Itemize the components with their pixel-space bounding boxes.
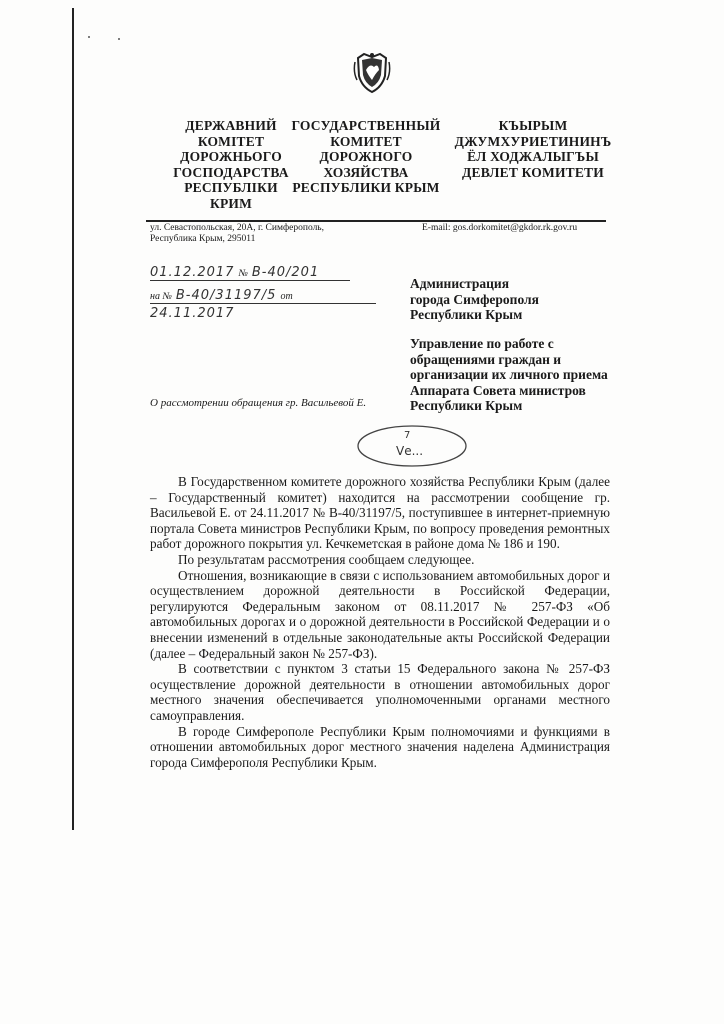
reference-underline [150, 303, 376, 304]
incoming-date-label: от [280, 291, 293, 302]
recipient-line: обращениями граждан и [410, 351, 562, 367]
letter-body [150, 474, 610, 770]
header-line: ДОРОЖНОГО [319, 149, 413, 164]
outgoing-date: 01.12.2017 [150, 265, 235, 280]
header-line: ДЕРЖАВНИЙ [185, 118, 277, 133]
header-russian [290, 118, 442, 196]
header-line: ДЖУМХУРИЕТИНИНЪ [454, 133, 612, 149]
recipient-line: Аппарата Совета министров [410, 382, 586, 398]
header-line: ХОЗЯЙСТВА [323, 164, 409, 180]
scan-speck [88, 36, 90, 38]
header-line: КОМИТЕТ [330, 133, 402, 149]
outgoing-number: В-40/201 [251, 265, 320, 280]
stamp-mark: 7 [404, 430, 411, 441]
reference-underline [150, 280, 350, 281]
header-line: ДЕВЛЕТ КОМИТЕТИ [462, 164, 604, 180]
recipient-line: организации их личного приема [410, 367, 608, 382]
body-paragraph: В соответствии с пунктом 3 статьи 15 Федерального закона № 257-ФЗ осуществление дорожной деятельности в отношении автомобильных дорог местного значения обеспечивается уполномоченными органами местного самоуправления. [150, 661, 610, 723]
number-label: № [238, 268, 248, 279]
recipient-line: города Симферополя [410, 291, 539, 307]
header-line: ДОРОЖНЬОГО [180, 149, 282, 164]
address-line: ул. Севастопольская, 20А, г. Симферополь, [150, 223, 325, 233]
header-line: КЪЫРЫМ [498, 118, 568, 133]
email-line: E-mail: gos.dorkomitet@gkdor.rk.gov.ru [422, 223, 578, 233]
body-paragraph: По результатам рассмотрения сообщаем следующее. [178, 551, 475, 567]
recipient-line: Управление по работе с [410, 336, 554, 351]
header-line: РЕСПУБЛІКИ [184, 180, 278, 195]
address-line: Республика Крым, 295011 [150, 234, 256, 244]
stamp-text: Vе... [396, 444, 424, 458]
header-line: ГОСПОДАРСТВА [173, 164, 289, 180]
scan-speck [118, 38, 120, 40]
incoming-prefix: на № [150, 291, 172, 302]
scan-left-edge [72, 8, 74, 830]
header-crimean-tatar [452, 118, 614, 180]
header-line: РЕСПУБЛИКИ КРЫМ [292, 180, 440, 195]
recipient-line: Администрация [410, 276, 510, 291]
recipient-line: Республики Крым [410, 307, 523, 322]
incoming-reference [150, 286, 380, 322]
coat-of-arms-emblem [352, 50, 392, 94]
body-paragraph: Отношения, возникающие в связи с использованием автомобильных дорог и осуществлением дорожной деятельности в Российской Федерации, регулируются Федеральным законом от 08.11.2017 № 257-ФЗ «Об автомобильных дорогах и о дорожной деятельности в Российской Федерации и о внесении изменений в отдельные законодательные акты Российской Федерации (далее – Федеральный закон № 257-ФЗ). [150, 567, 610, 661]
header-line: КОМІТЕТ [197, 133, 265, 149]
recipient-council-office [410, 336, 630, 414]
header-divider [146, 220, 606, 222]
incoming-date: 24.11.2017 [150, 306, 235, 321]
incoming-number: В-40/31197/5 [175, 288, 277, 303]
outgoing-reference [150, 263, 360, 281]
header-line: ЁЛ ХОДЖАЛЫГЪЫ [467, 149, 599, 164]
received-stamp [356, 423, 468, 469]
body-paragraph: В Государственном комитете дорожного хозяйства Республики Крым (далее – Государственный комитет) находится на рассмотрении сообщение гр. Васильевой Е. от 24.11.2017 № В-40/31197/5, поступившее в интернет-приемную портала Совета министров Республики Крым, по вопросу проведения ремонтных работ дорожного покрытия ул. Кечкеметская в районе дома № 186 и 190. [150, 474, 610, 552]
recipient-administration [410, 276, 630, 323]
body-paragraph: В городе Симферополе Республики Крым полномочиями и функциями в отношении автомобильных дорог местного значения наделена Администрация города Симферополя Республики Крым. [150, 723, 610, 770]
header-ukrainian [156, 118, 306, 211]
header-line: КРИМ [209, 195, 253, 211]
header-line: ГОСУДАРСТВЕННЫЙ [291, 118, 441, 133]
recipient-line: Республики Крым [410, 398, 523, 413]
address-block [150, 223, 350, 245]
subject-line: О рассмотрении обращения гр. Васильевой Е. [150, 397, 367, 409]
